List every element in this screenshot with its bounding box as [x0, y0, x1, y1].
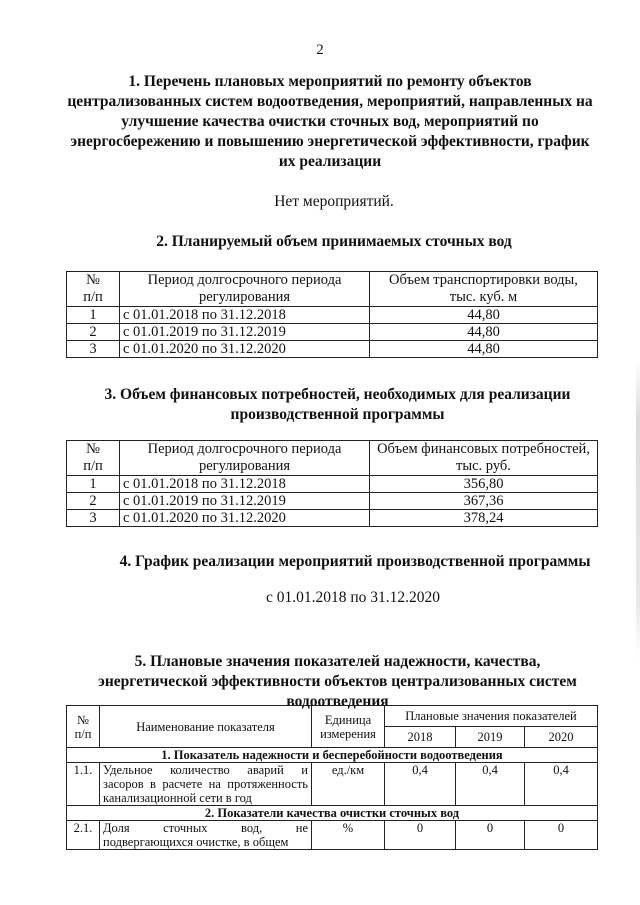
- header-financial: Объем финансовых потребностей, тыс. руб.: [370, 441, 598, 476]
- row-num: 1: [67, 476, 120, 493]
- row-value: 0: [456, 821, 525, 850]
- section2-title: 2. Планируемый объем принимаемых сточных вод: [156, 233, 512, 250]
- row-period: с 01.01.2019 по 31.12.2019: [120, 324, 370, 341]
- header-year: 2018: [385, 727, 456, 748]
- header-unit: Единица измерения: [312, 706, 385, 748]
- section1-heading: [60, 72, 600, 172]
- row-unit: ед./км: [312, 763, 385, 806]
- heading-line: улучшение качества очистки сточных вод, мероприятий по: [121, 113, 539, 130]
- group-row: [67, 806, 598, 821]
- table-row: [67, 324, 598, 341]
- table-row: [67, 510, 598, 527]
- group-row: [67, 748, 598, 763]
- indicators-table: [66, 705, 598, 850]
- row-value: 0,4: [525, 763, 598, 806]
- table-row: [67, 476, 598, 493]
- heading-line: энергетической эффективности объектов централизованных систем: [98, 673, 577, 690]
- group-title: 2. Показатели качества очистки сточных вод: [67, 806, 598, 821]
- heading-line: 3. Объем финансовых потребностей, необходимых для реализации: [104, 386, 571, 403]
- table-row: [67, 307, 598, 324]
- row-period: с 01.01.2018 по 31.12.2018: [120, 307, 370, 324]
- heading-line: их реализации: [278, 153, 382, 170]
- row-num: 3: [67, 341, 120, 358]
- section5-heading: [60, 652, 615, 712]
- wastewater-volume-table: [66, 271, 598, 358]
- table-row: [67, 821, 598, 850]
- header-num: № п/п: [67, 441, 120, 476]
- row-value: 356,80: [370, 476, 598, 493]
- row-value: 0: [525, 821, 598, 850]
- heading-line: централизованных систем водоотведения, мероприятий, направленных на: [67, 93, 593, 110]
- table-header-row: [67, 441, 598, 476]
- header-indicator-name: Наименование показателя: [100, 706, 312, 748]
- row-value: 0,4: [385, 763, 456, 806]
- section3-heading: [60, 385, 615, 425]
- row-num: 2: [67, 493, 120, 510]
- group-title: 1. Показатель надежности и бесперебойности водоотведения: [67, 748, 598, 763]
- section4-title: 4. График реализации мероприятий производственной программы: [119, 553, 591, 570]
- row-period: с 01.01.2020 по 31.12.2020: [120, 341, 370, 358]
- header-num: № п/п: [67, 706, 100, 748]
- scan-edge-shadow: [636, 360, 640, 660]
- table-row: [67, 493, 598, 510]
- header-volume: Объем транспортировки воды, тыс. куб. м: [370, 272, 598, 307]
- row-num: 3: [67, 510, 120, 527]
- header-period: Период долгосрочного периода регулирования: [120, 441, 370, 476]
- financial-needs-table: [66, 440, 598, 527]
- header-num: № п/п: [67, 272, 120, 307]
- heading-line: 1. Перечень плановых мероприятий по ремонту объектов: [128, 73, 532, 90]
- header-planned-values: Плановые значения показателей: [385, 706, 598, 727]
- header-year: 2019: [456, 727, 525, 748]
- table-row: [67, 763, 598, 806]
- row-indicator-name: Удельное количество аварий и засоров в расчете на протяженность канализационной сети в год: [100, 763, 312, 806]
- row-value: 0,4: [456, 763, 525, 806]
- row-value: 44,80: [370, 324, 598, 341]
- row-value: 378,24: [370, 510, 598, 527]
- row-value: 44,80: [370, 307, 598, 324]
- table-row: [67, 341, 598, 358]
- heading-line: производственной программы: [230, 406, 445, 423]
- row-num: 2.1.: [67, 821, 100, 850]
- page-number: 2: [316, 42, 324, 58]
- row-period: с 01.01.2020 по 31.12.2020: [120, 510, 370, 527]
- header-period: Период долгосрочного периода регулирования: [120, 272, 370, 307]
- row-indicator-name: Доля сточных вод, не подвергающихся очистке, в общем: [100, 821, 312, 850]
- row-value: 367,36: [370, 493, 598, 510]
- heading-line: 5. Плановые значения показателей надежности, качества,: [134, 653, 541, 670]
- row-num: 1: [67, 307, 120, 324]
- row-value: 44,80: [370, 341, 598, 358]
- table-header-row: [67, 272, 598, 307]
- row-num: 1.1.: [67, 763, 100, 806]
- heading-line: водоотведения: [286, 693, 389, 710]
- row-num: 2: [67, 324, 120, 341]
- row-period: с 01.01.2018 по 31.12.2018: [120, 476, 370, 493]
- table-header-row: [67, 706, 598, 727]
- section4-period: с 01.01.2018 по 31.12.2020: [265, 589, 441, 606]
- header-year: 2020: [525, 727, 598, 748]
- row-unit: %: [312, 821, 385, 850]
- row-value: 0: [385, 821, 456, 850]
- no-measures-note: Нет мероприятий.: [274, 193, 394, 210]
- heading-line: энергосбережению и повышению энергетической эффективности, график: [70, 133, 590, 150]
- row-period: с 01.01.2019 по 31.12.2019: [120, 493, 370, 510]
